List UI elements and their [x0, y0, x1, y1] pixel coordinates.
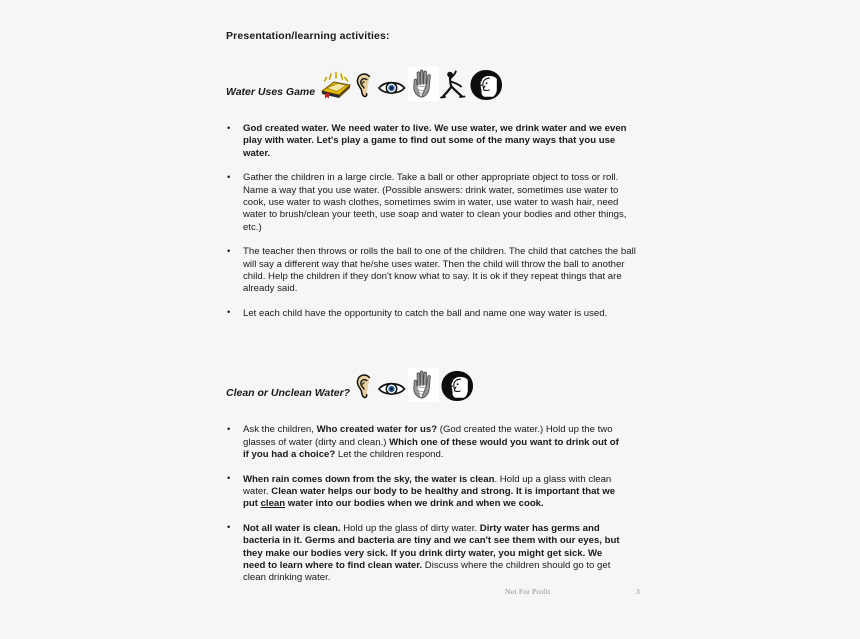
- ear-icon: [354, 372, 376, 402]
- bullet-gather-children: • Gather the children in a large circle. Take a ball or other appropriate object to toss or roll. Name a way that you use water. (Possible answers: drink water, sometimes use water to cook, use water to wash clothes, sometimes swim in water, use water to wash hair, need water to brush/clean your teeth, use soap and water to clean your bodies and other things, etc.): [226, 172, 638, 234]
- icon-strip-section-2: [354, 368, 474, 402]
- section-header-clean-or-unclean-water: [226, 368, 638, 402]
- head-brain-icon: [440, 370, 474, 402]
- bullet-when-rain-comes-down: • When rain comes down from the sky, the water is clean. Hold up a glass with clean water. Clean water helps our body to be healthy and strong. It is important that we put clean water into our bodies when we drink and when we cook.: [226, 474, 627, 511]
- exercise-figure-icon: [440, 70, 468, 101]
- bullet-teacher-throws-ball: • The teacher then throws or rolls the ball to one of the children. The child that catches the ball will say a different way that he/she uses water. Then the child will throw the ball to another child. Help the children if they don't know what to say. It is ok if they repeat things that are already said.: [226, 246, 638, 296]
- bullet-not-all-water-is-clean: • Not all water is clean. Hold up the glass of dirty water. Dirty water has germs and bacteria in it. Germs and bacteria are tiny and we can't see them with our eyes, but they make our bodies very sick. If you drink dirty water, you might get sick. We need to learn where to find clean water. Discuss where the children should go to get clean drinking water.: [226, 523, 627, 585]
- section-label: Clean or Unclean Water?: [226, 387, 351, 400]
- bullet-ask-the-children: • Ask the children, Who created water for us? (God created the water.) Hold up the two glasses of water (dirty and clean.) Which one of these would you want to drink out of if you had a choice? Let the children respond.: [226, 424, 627, 461]
- hand-icon: [408, 368, 439, 402]
- eye-icon: [377, 372, 407, 402]
- page-title: Presentation/learning activities:: [226, 30, 390, 42]
- bullet-god-created-water: • God created water. We need water to live. We use water, we drink water and we even play with water. Let's play a game to find out some of the many ways that you use water.: [226, 123, 638, 160]
- eye-icon: [377, 71, 407, 101]
- book-icon: [319, 71, 353, 101]
- footer-note: Not For Profit: [505, 587, 551, 596]
- bullet-each-child-opportunity: • Let each child have the opportunity to catch the ball and name one way water is used.: [226, 308, 638, 320]
- document-content: [226, 30, 638, 597]
- page-footer: [505, 587, 640, 596]
- section-spacer: [226, 332, 638, 368]
- section-label: Water Uses Game: [226, 86, 316, 98]
- section-header-water-uses-game: [226, 67, 638, 101]
- bullet-list-clean-or-unclean-water: [226, 424, 627, 584]
- ear-icon: [354, 71, 376, 101]
- bullet-list-water-uses-game: [226, 123, 638, 320]
- footer-page-number: 3: [636, 587, 640, 596]
- head-brain-icon: [469, 69, 503, 101]
- icon-strip-section-1: [319, 67, 503, 101]
- hand-icon: [408, 67, 439, 101]
